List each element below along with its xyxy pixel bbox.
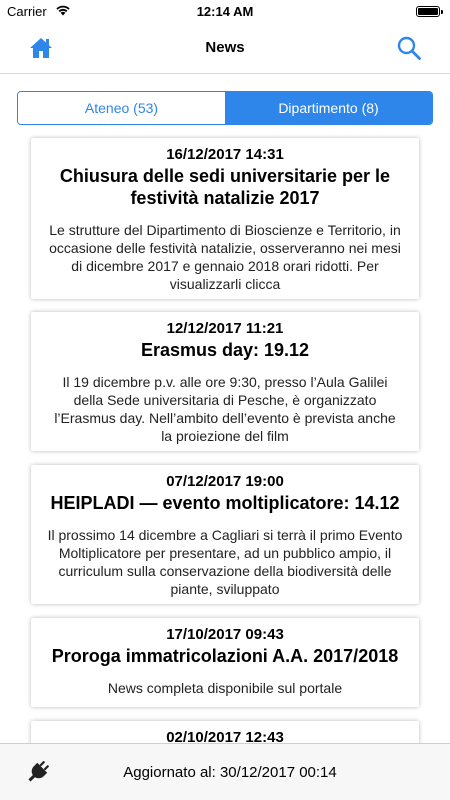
news-card[interactable] <box>31 721 419 743</box>
battery-icon <box>416 6 440 17</box>
news-excerpt: Il 19 dicembre p.v. alle ore 9:30, presso l’Aula Galilei della Sede universitaria di Pesche, è organizzato l’Erasmus day. Nell’ambito dell’evento è prevista anche la proiezione del film <box>54 374 396 444</box>
news-date: 17/10/2017 09:43 <box>166 626 284 643</box>
navigation-bar <box>0 24 450 74</box>
news-date: 07/12/2017 19:00 <box>166 473 284 490</box>
news-title: Chiusura delle sedi universitarie per le festività natalizie 2017 <box>59 166 391 208</box>
news-title: Proroga immatricolazioni A.A. 2017/2018 <box>51 646 399 666</box>
news-title: HEIPLADI — evento moltiplicatore: 14.12 <box>50 493 400 513</box>
news-card[interactable] <box>31 618 419 707</box>
bottom-status-bar <box>0 743 450 800</box>
tab-dipartimento[interactable]: Dipartimento (8) <box>225 92 432 124</box>
page-title: News <box>205 39 245 56</box>
search-icon[interactable] <box>396 35 422 61</box>
news-excerpt: News completa disponibile sul portale <box>107 680 343 696</box>
status-bar <box>0 0 450 24</box>
news-excerpt: Le strutture del Dipartimento di Bioscienze e Territorio, in occasione delle festività natalizie, osserveranno nei mesi di dicembre 2017 e gennaio 2018 orari ridotti. Per visualizzarli clicca <box>49 222 401 292</box>
tab-ateneo[interactable]: Ateneo (53) <box>18 92 225 124</box>
news-title: Erasmus day: 19.12 <box>140 340 310 360</box>
news-card[interactable] <box>31 312 419 451</box>
news-card[interactable] <box>31 138 419 299</box>
news-source-segmented-control <box>17 91 433 125</box>
last-updated-text: Aggiornato al: 30/12/2017 00:14 <box>123 764 337 781</box>
news-card[interactable] <box>31 465 419 604</box>
carrier-label: Carrier <box>7 4 47 19</box>
news-date: 02/10/2017 12:43 <box>166 729 284 743</box>
news-list[interactable] <box>0 130 450 743</box>
news-date: 12/12/2017 11:21 <box>166 320 284 337</box>
status-time: 12:14 AM <box>196 4 254 19</box>
news-excerpt: Il prossimo 14 dicembre a Cagliari si terrà il primo Evento Moltiplicatore per presentare, ad un pubblico ampio, il curriculum sulla conservazione della biodiversità delle piante, sviluppato <box>47 527 403 597</box>
news-date: 16/12/2017 14:31 <box>166 146 284 163</box>
